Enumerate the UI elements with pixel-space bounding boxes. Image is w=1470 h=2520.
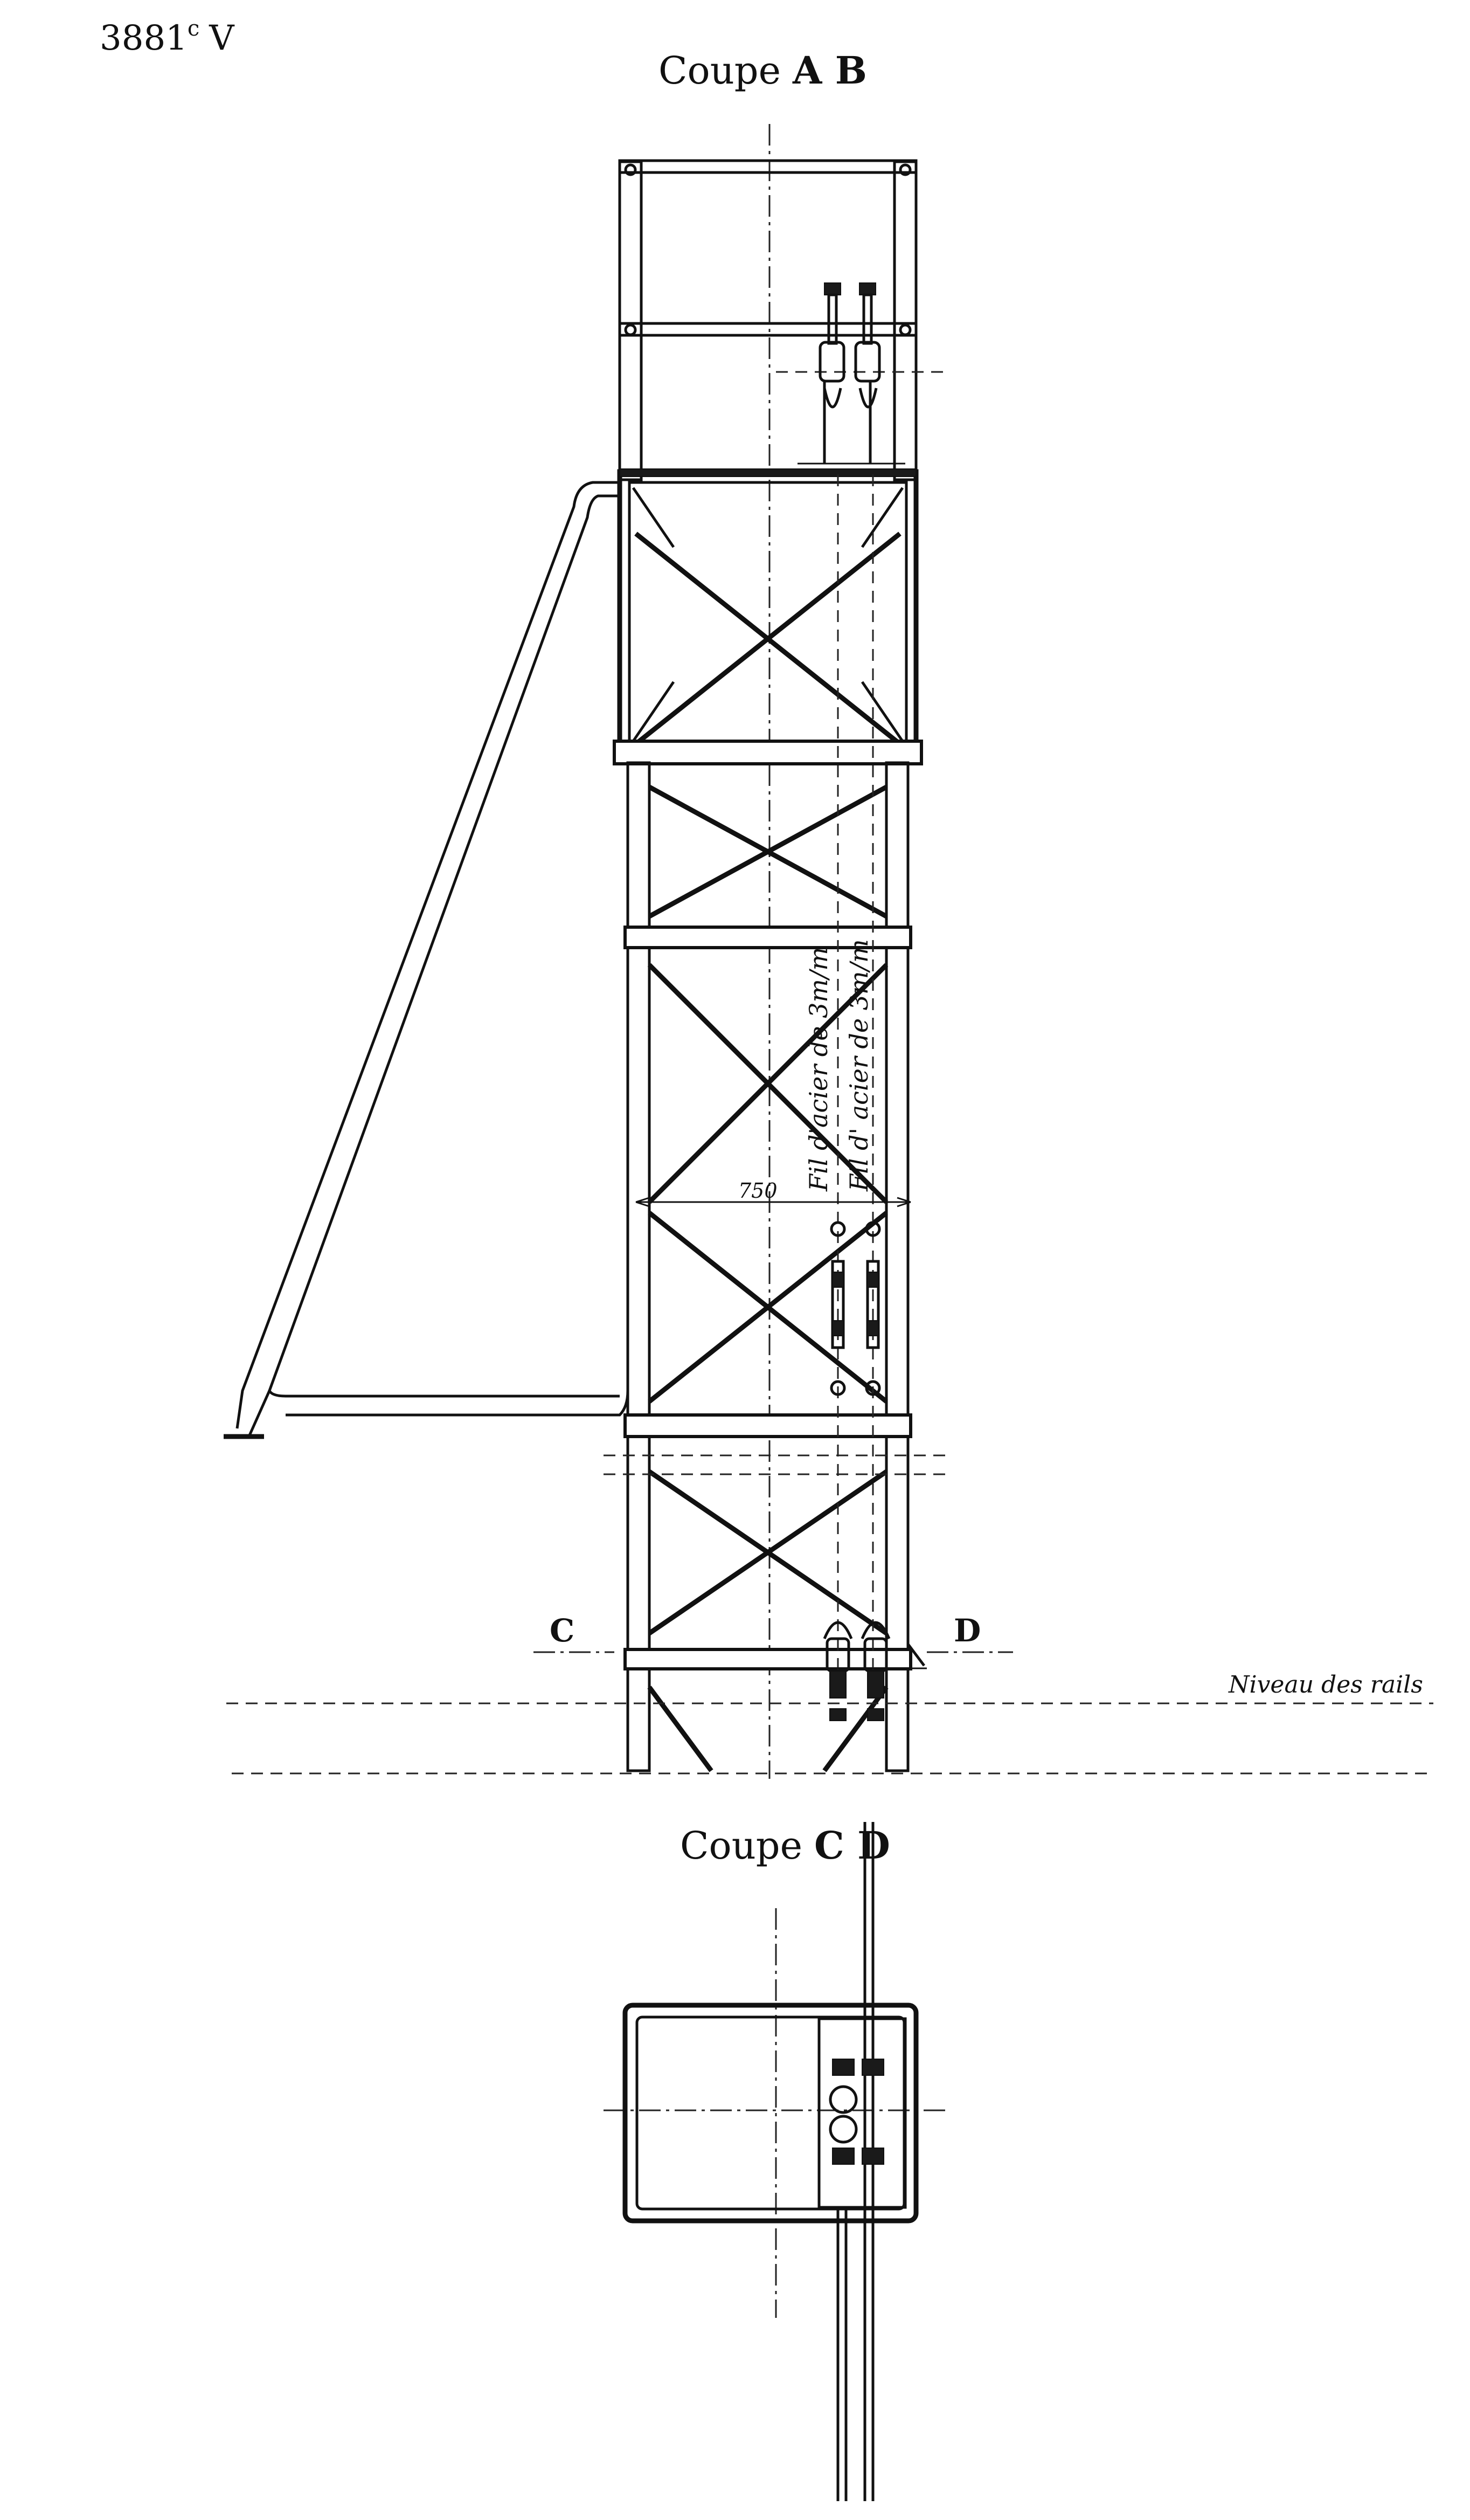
section-cd-plan: [604, 1822, 948, 2501]
section-ab-elevation: [224, 124, 1433, 1779]
section-ab-title: Coupe A B: [658, 48, 867, 93]
upper-box: [614, 469, 921, 764]
dimension-label: 750: [738, 1179, 778, 1203]
plan-shackles: [830, 2059, 884, 2164]
plan-insulator-bay: [819, 2019, 905, 2207]
section-cd-title: Coupe C D: [680, 1823, 890, 1868]
cut-label-c: C: [550, 1612, 575, 1649]
wire-label-right: Fil d' acier de 3m/m: [844, 939, 873, 1191]
rail-level-label: Niveau des rails: [1229, 1671, 1423, 1699]
sheet-number: 3881$^c$ V: [100, 16, 234, 58]
wire-label-left: Fil d'acier de 3m/m: [804, 947, 833, 1191]
lattice-bracing: [604, 787, 948, 1771]
cut-label-d: D: [954, 1612, 981, 1649]
top-insulators: [798, 283, 905, 464]
inclined-strut: [224, 482, 628, 1437]
bottom-insulators: [776, 1623, 927, 1721]
top-railing: [620, 161, 948, 480]
